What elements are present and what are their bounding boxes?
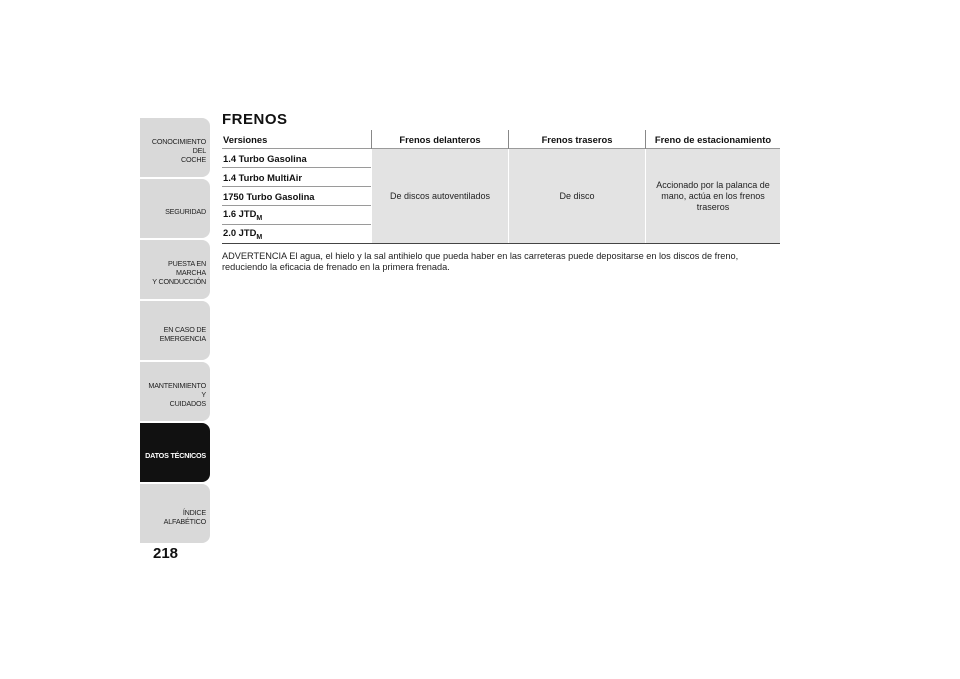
table-row — [222, 149, 780, 168]
parking-brake-value: Accionado por la palanca de mano, actúa en los frenos traseros — [646, 149, 781, 244]
version-cell — [222, 168, 372, 187]
front-brakes-value: De discos autoventilados — [372, 149, 509, 244]
version-name: 2.0 JTD — [223, 227, 257, 238]
table-header-row — [222, 130, 780, 149]
tab-conocimiento-del-coche[interactable] — [140, 118, 210, 177]
tab-indice-alfabetico[interactable] — [140, 484, 210, 543]
version-name: 1.4 Turbo Gasolina — [223, 152, 307, 164]
version-name: 1.4 Turbo MultiAir — [223, 171, 302, 183]
tab-label: SEGURIDAD — [165, 207, 206, 216]
header-frenos-delanteros: Frenos delanteros — [372, 130, 509, 149]
tab-label: EN CASO DE EMERGENCIA — [159, 324, 206, 343]
rear-brakes-value: De disco — [509, 149, 646, 244]
brakes-table — [222, 130, 780, 244]
tab-seguridad[interactable] — [140, 179, 210, 238]
page-number: 218 — [153, 545, 179, 562]
tab-label: ÍNDICE ALFABÉTICO — [163, 507, 206, 526]
version-name: 1750 Turbo Gasolina — [223, 190, 315, 202]
header-frenos-traseros: Frenos traseros — [509, 130, 646, 149]
tab-datos-tecnicos[interactable] — [140, 423, 210, 482]
version-cell — [222, 187, 372, 206]
tab-label: CONOCIMIENTO DEL COCHE — [151, 137, 206, 164]
tab-mantenimiento[interactable] — [140, 362, 210, 421]
tab-puesta-en-marcha[interactable] — [140, 240, 210, 299]
tab-label: DATOS TÉCNICOS — [145, 451, 206, 460]
header-versiones: Versiones — [223, 133, 268, 145]
version-name: 1.6 JTD — [223, 208, 257, 219]
tab-label: MANTENIMIENTO Y CUIDADOS — [148, 381, 206, 408]
version-cell — [222, 225, 372, 244]
header-freno-estacionamiento: Freno de estacionamiento — [646, 130, 781, 149]
section-title: FRENOS — [222, 111, 288, 128]
tab-en-caso-de-emergencia[interactable] — [140, 301, 210, 360]
tab-label: PUESTA EN MARCHA Y CONDUCCIÓN — [152, 259, 206, 286]
version-subscript: M — [256, 234, 263, 241]
version-cell — [222, 149, 372, 168]
version-subscript: M — [256, 215, 263, 222]
warning-text: ADVERTENCIA El agua, el hielo y la sal antihielo que pueda haber en las carreteras puede depositarse en los discos de freno, reduciendo la eficacia de frenado en la primera frenada. — [222, 251, 739, 272]
version-cell — [222, 206, 372, 225]
